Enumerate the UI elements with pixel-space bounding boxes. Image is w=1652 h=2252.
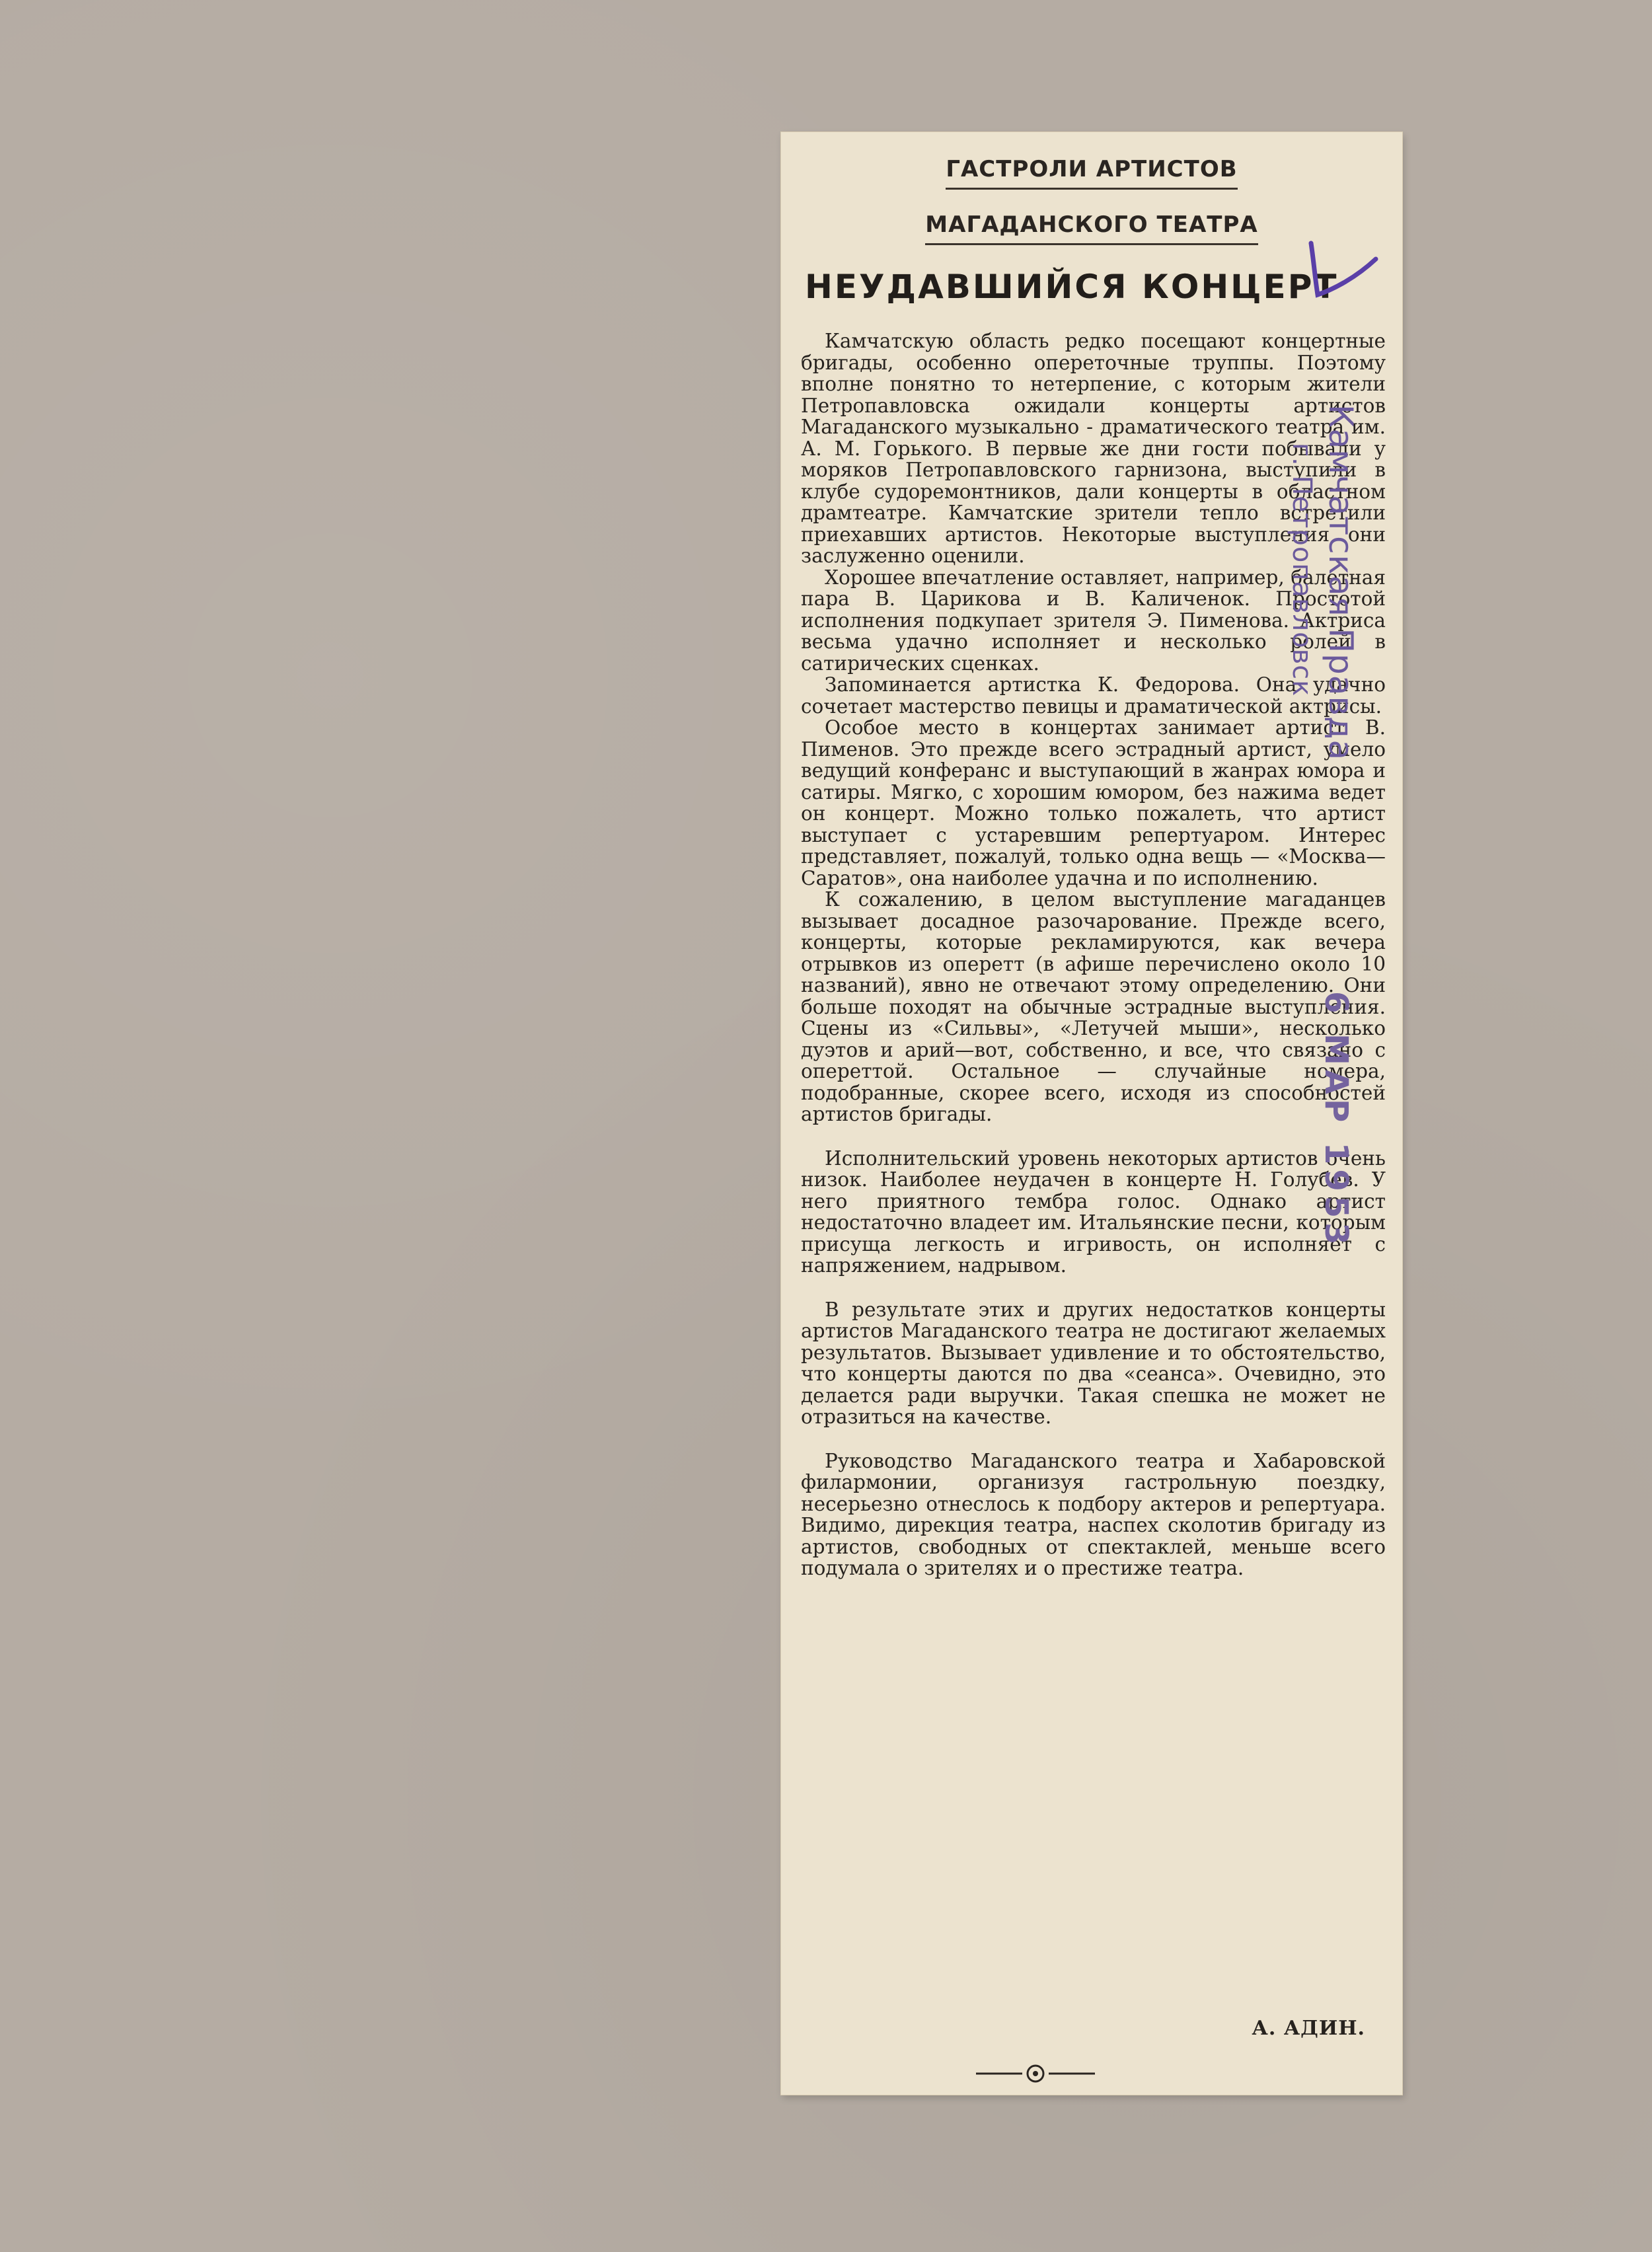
article-paragraph: Исполнительский уровень некоторых артистов очень низок. Наиболее неудачен в концерте Н. Голубев. У него приятного тембра голос. Однако артист недостаточно владеет им. Итальянские песни, которым присуща легкость и игривость, он исполняет с напряжением, надрывом. [801,1146,1386,1277]
article-paragraph: Камчатскую область редко посещают концертные бригады, особенно опереточные труппы. Поэтому вполне понятно то нетерпение, с которым жители Петропавловска ожидали концерты артистов Магаданского музыкально - драматического театра им. А. М. Горького. В первые же дни гости побывали у моряков Петропавловского гарнизона, выступили в клубе судоремонтников, дали концерты в областном драмтеатре. Камчатские зрители тепло встретили приехавших артистов. Некоторые выступления они заслуженно оценили. [801,330,1386,567]
end-ornament-icon [969,2060,1102,2087]
article-headline: НЕУДАВШИЙСЯ КОНЦЕРТ [805,268,1339,306]
stamp-date: 6 МАР 1953 [1318,991,1355,1250]
rubric-line-1-text: ГАСТРОЛИ АРТИСТОВ [946,156,1237,190]
handwritten-mark-icon [1302,238,1388,311]
article-paragraph: Запоминается артистка К. Федорова. Она удачно сочетает мастерство певицы и драматической актрисы. [801,673,1386,718]
rubric-line-1 [781,156,1402,190]
rubric-line-2-text: МАГАДАНСКОГО ТЕАТРА [925,211,1258,245]
article-paragraph: Хорошее впечатление оставляет, например, балетная пара В. Царикова и В. Каличенок. Простотой исполнения подкупает зрителя Э. Пименова. Актриса весьма удачно исполняет и несколько ролей в сатирических сценках. [801,566,1386,675]
stamp-city-name: г. Петропавловск [1287,443,1317,697]
article-byline: А. АДИН. [1252,2017,1365,2040]
newspaper-clipping [781,132,1402,2095]
article-paragraph: Особое место в концертах занимает артист В. Пименов. Это прежде всего эстрадный артист, умело ведущий конферанс и выступающий в жанрах юмора и сатиры. Мягко, с хорошим юмором, без нажима ведет он концерт. Можно только пожалеть, что артист выступает с устаревшим репертуаром. Интерес представляет, пожалуй, только одна вещь — «Москва—Саратов», она наиболее удачна и по исполнению. [801,716,1386,889]
article-paragraph: В результате этих и других недостатков концерты артистов Магаданского театра не достигают желаемых результатов. Вызывает удивление и то обстоятельство, что концерты даются по два «сеанса». Очевидно, это делается ради выручки. Такая спешка не может не отразиться на качестве. [801,1298,1386,1428]
article-paragraph: Руководство Магаданского театра и Хабаровской филармонии, организуя гастрольную поездку, несерьезно отнеслось к подбору актеров и репертуара. Видимо, дирекция театра, наспех сколотив бригаду из артистов, свободных от спектаклей, меньше всего подумала о зрителях и о престиже театра. [801,1449,1386,1579]
article-paragraph: К сожалению, в целом выступление магаданцев вызывает досадное разочарование. Прежде всего, концерты, которые рекламируются, как вечера отрывков из оперетт (в афише перечислено около 10 названий), явно не отвечают этому определению. Они больше походят на обычные эстрадные выступления. Сцены из «Сильвы», «Летучей мыши», несколько дуэтов и арий—вот, собственно, и все, что связано с опереттой. Остальное — случайные номера, подобранные, скорее всего, исходя из способностей артистов бригады. [801,888,1386,1125]
stamp-newspaper-name: Камчатская Правда [1322,404,1360,761]
